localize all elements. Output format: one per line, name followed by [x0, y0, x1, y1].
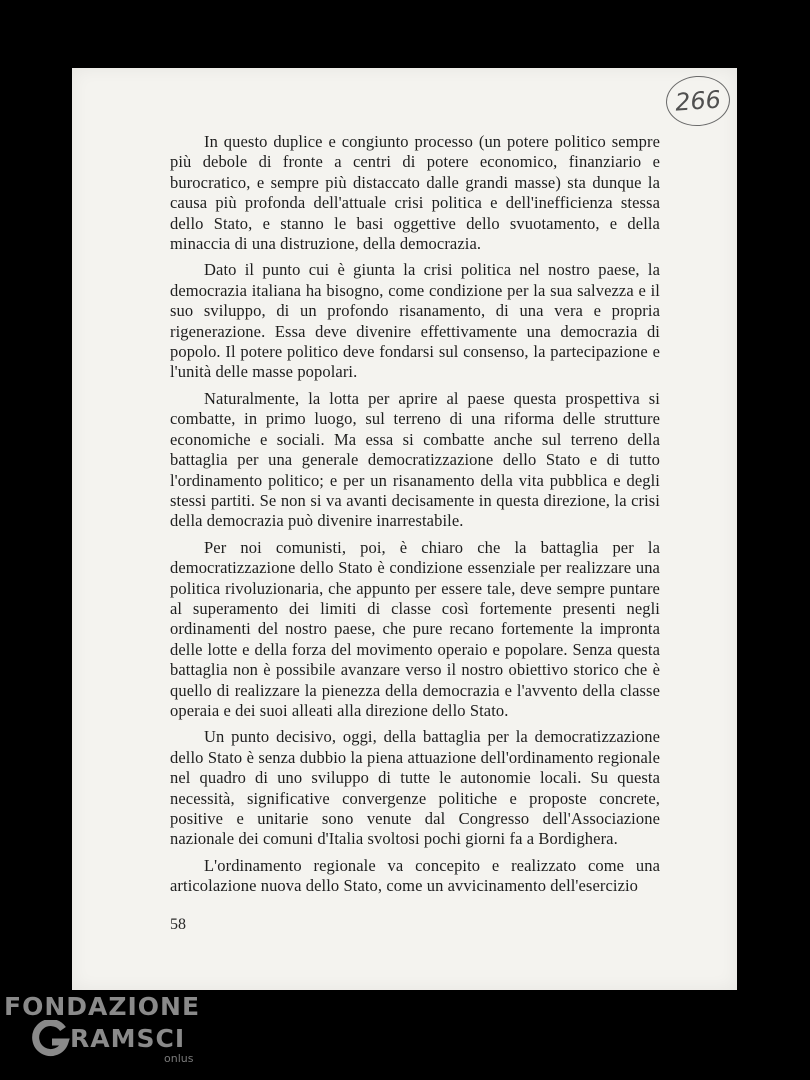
- logo-g-icon: [32, 1020, 70, 1058]
- body-text: [170, 132, 660, 903]
- document-page: [72, 68, 737, 990]
- page-number: 58: [170, 916, 186, 933]
- paragraph-3: Naturalmente, la lotta per aprire al paese questa prospettiva si combatte, in primo luogo, sul terreno di una riforma delle strutture economiche e sociali. Ma essa si combatte anche sul terreno della battaglia per una generale democratizzazione dello Stato e di tutto l'ordinamento politico; e per un risanamento della vita pubblica e degli stessi partiti. Se non si va avanti decisamente in questa direzione, la crisi della democrazia può divenire inarrestabile.: [170, 388, 660, 531]
- archive-number-stamp: 266: [664, 74, 731, 128]
- paragraph-5: Un punto decisivo, oggi, della battaglia per la democratizzazione dello Stato è senza dubbio la piena attuazione dell'ordinamento regionale nel quadro di uno sviluppo di tutte le autonomie locali. Su questa necessità, significative convergenze politiche e proposte concrete, positive e unitarie sono venute dal Congresso dell'Associazione nazionale dei comuni d'Italia svoltosi pochi giorni fa a Bordighera.: [170, 727, 660, 849]
- paragraph-2: Dato il punto cui è giunta la crisi politica nel nostro paese, la democrazia italiana ha bisogno, come condizione per la sua salvezza e il suo sviluppo, di un profondo risanamento, di una vera e propria rigenerazione. Essa deve divenire effettivamente una democrazia di popolo. Il potere politico deve fondarsi sul consenso, la partecipazione e l'unità delle masse popolari.: [170, 260, 660, 382]
- logo-text-fondazione: FONDAZIONE: [4, 992, 201, 1021]
- paragraph-6: L'ordinamento regionale va concepito e realizzato come una articolazione nuova dello Stato, come un avvicinamento dell'esercizio: [170, 855, 660, 896]
- logo-text-gramsci: RAMSCI: [70, 1024, 186, 1053]
- logo-text-onlus: onlus: [164, 1052, 194, 1065]
- paragraph-1: In questo duplice e congiunto processo (un potere politico sempre più debole di fronte a centri di potere economico, finanziario e burocratico, e sempre più distaccato dalle grandi masse) sta dunque la causa più profonda dell'attuale crisi politica e dell'inefficienza stessa dello Stato, e stanno le basi oggettive dello svuotamento, e della minaccia di una distruzione, della democrazia.: [170, 132, 660, 254]
- paragraph-4: Per noi comunisti, poi, è chiaro che la battaglia per la democratizzazione dello Stato è condizione essenziale per realizzare una politica rivoluzionaria, che appunto per essere tale, deve sempre puntare al superamento dei limiti di classe così fortemente presenti negli ordinamenti del nostro paese, che pure recano fortemente la impronta delle lotte e della forza del movimento operaio e popolare. Senza questa battaglia non è possibile avanzare verso il nostro obiettivo storico che è quello di realizzare la pienezza della democrazia e l'avvento della classe operaia e dei suoi alleati alla direzione dello Stato.: [170, 537, 660, 720]
- fondazione-gramsci-logo: [4, 992, 204, 1080]
